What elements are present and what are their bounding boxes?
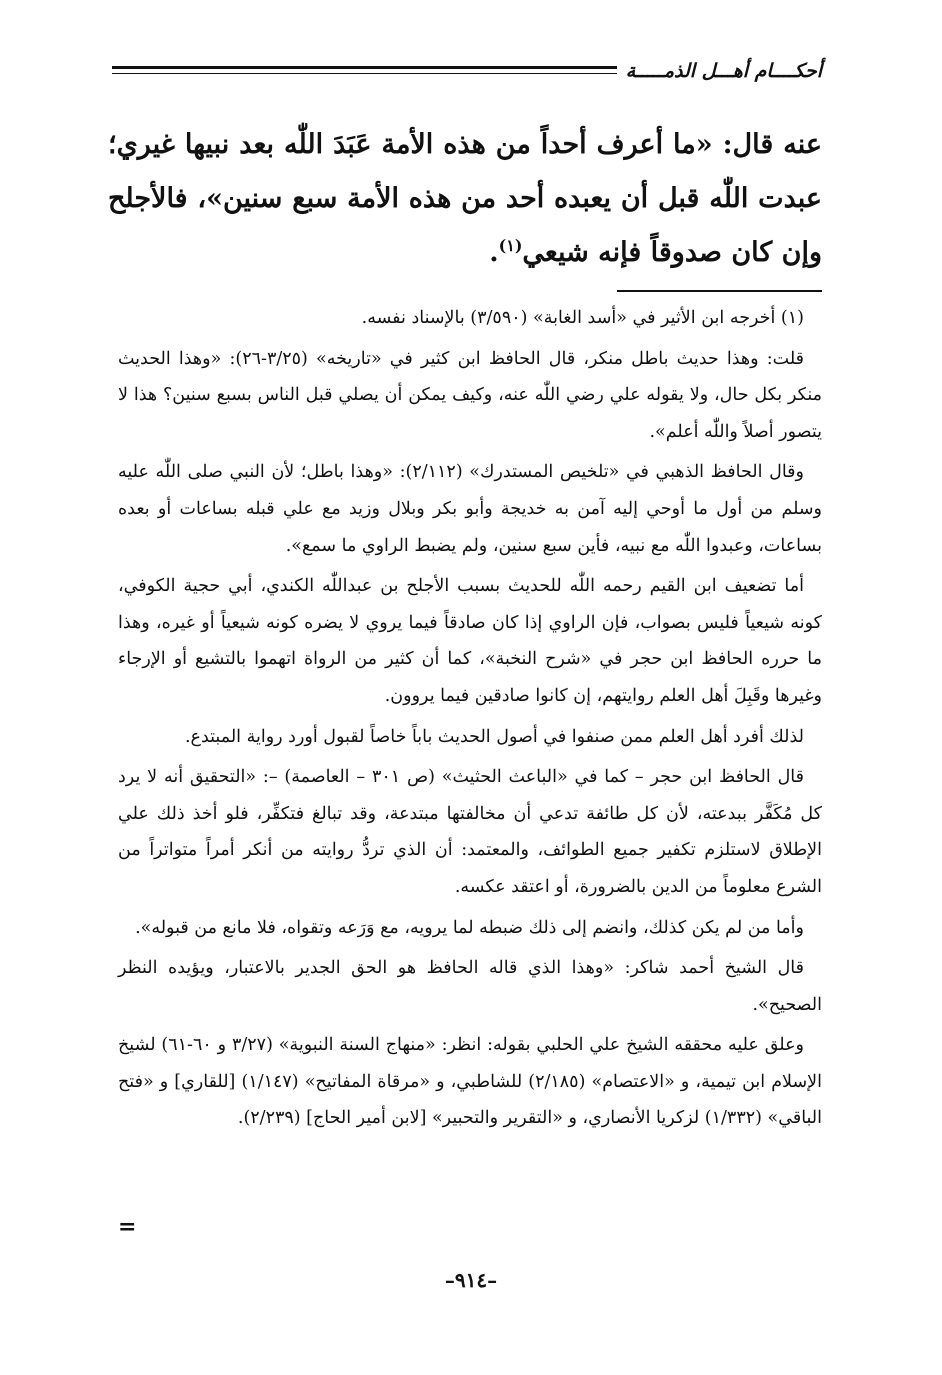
footnote-paragraph: قال الشيخ أحمد شاكر: «وهذا الذي قاله الحافظ هو الحق الجدير بالاعتبار، ويؤيده النظر الصحيح». (118, 958, 822, 1015)
footnote-paragraph: وأما من لم يكن كذلك، وانضم إلى ذلك ضبطه لما يرويه، مع وَرَعه وتقواه، فلا مانع من قبوله». (135, 917, 804, 938)
continuation-mark: = (118, 1214, 137, 1240)
footnote-paragraph: أما تضعيف ابن القيم رحمه اللّٰه للحديث بسبب الأجلح بن عبداللّٰه الكندي، أبي حجية الكوفي، كونه شيعياً فليس بصواب، فإن الراوي إذا كان صادقاً فيما يروي لا يضره كونه شيعياً أو غيره، وهذا ما حرره الحافظ ابن حجر في «شرح النخبة»، كما أن كثير من الرواة اتهموا بالتشيع أو الإرجاء وغيرها وقَبِلَ أهل العلم روايتهم، إن كانوا صادقين فيما يروون. (118, 576, 822, 706)
main-paragraph-period: . (489, 237, 499, 268)
footnote-paragraph: قال الحافظ ابن حجر – كما في «الباعث الحثيث» (ص ٣٠١ – العاصمة) –: «التحقيق أنه لا يرد كل مُكَفَّر ببدعته، لأن كل طائفة تدعي أن مخالفتها مبتدعة، وقد تبالغ فتكفِّر، فلو أخذ ذلك علي الإطلاق لاستلزم تكفير جميع الطوائف، والمعتمد: أن الذي تردُّ روايته من أنكر أمراً متواتراً من الشرع معلوماً من الدين بالضرورة، أو اعتقد عكسه. (118, 767, 822, 897)
header-title: أحكــــام أهـــل الذمـــــة (625, 60, 822, 82)
footnote-paragraph: لذلك أفرد أهل العلم ممن صنفوا في أصول الحديث باباً خاصاً لقبول أورد رواية المبتدع. (184, 726, 804, 747)
footnote-reference: (١) (498, 236, 523, 255)
header-rule (112, 66, 617, 74)
page-number: –٩١٤– (444, 1268, 498, 1292)
running-header (112, 60, 822, 84)
main-paragraph (108, 118, 822, 280)
main-paragraph-text: عنه قال: «ما أعرف أحداً من هذه الأمة عَبَدَ اللّٰه بعد نبيها غيري؛ عبدت اللّٰه قبل أن يعبده أحد من هذه الأمة سبع سنين»، فالأجلح وإن كان صدوقاً فإنه شيعي (108, 129, 822, 268)
footnote-paragraph: وقال الحافظ الذهبي في «تلخيص المستدرك» (٢/١١٢): «وهذا باطل؛ لأن النبي صلى اللّٰه عليه وسلم من أول ما أوحي إليه آمن به خديجة وأبو بكر وبلال وزيد مع علي قبله بساعات أو بعده بساعات، وعبدوا اللّٰه مع نبيه، فأين سبع سنين، ولم يضبط الراوي ما سمع». (118, 462, 822, 556)
footnote-paragraph: قلت: وهذا حديث باطل منكر، قال الحافظ ابن كثير في «تاريخه» (٣/٢٥-٢٦): «وهذا الحديث منكر بكل حال، ولا يقوله علي رضي اللّٰه عنه، وكيف يمكن أن يصلي قبل الناس بسبع سنين؟ هذا لا يتصور أصلاً واللّٰه أعلم». (118, 348, 822, 442)
footnote-separator (617, 290, 822, 292)
footnote-1: (١) أخرجه ابن الأثير في «أسد الغابة» (٣/٥٩٠) بالإسناد نفسه. (361, 308, 804, 328)
footnote-paragraph: وعلق عليه محققه الشيخ علي الحلبي بقوله: انظر: «منهاج السنة النبوية» (٣/٢٧ و ٦٠-٦١) لشيخ الإسلام ابن تيمية، و «الاعتصام» (٢/١٨٥) للشاطبي، و «مرقاة المفاتيح» (١/١٤٧) [للقاري] و «فتح الباقي» (١/٣٣٢) لزكريا الأنصاري، و «التقرير والتحبير» [لابن أمير الحاج] (٢/٢٣٩). (118, 1035, 822, 1129)
footnotes-section (118, 300, 822, 1141)
